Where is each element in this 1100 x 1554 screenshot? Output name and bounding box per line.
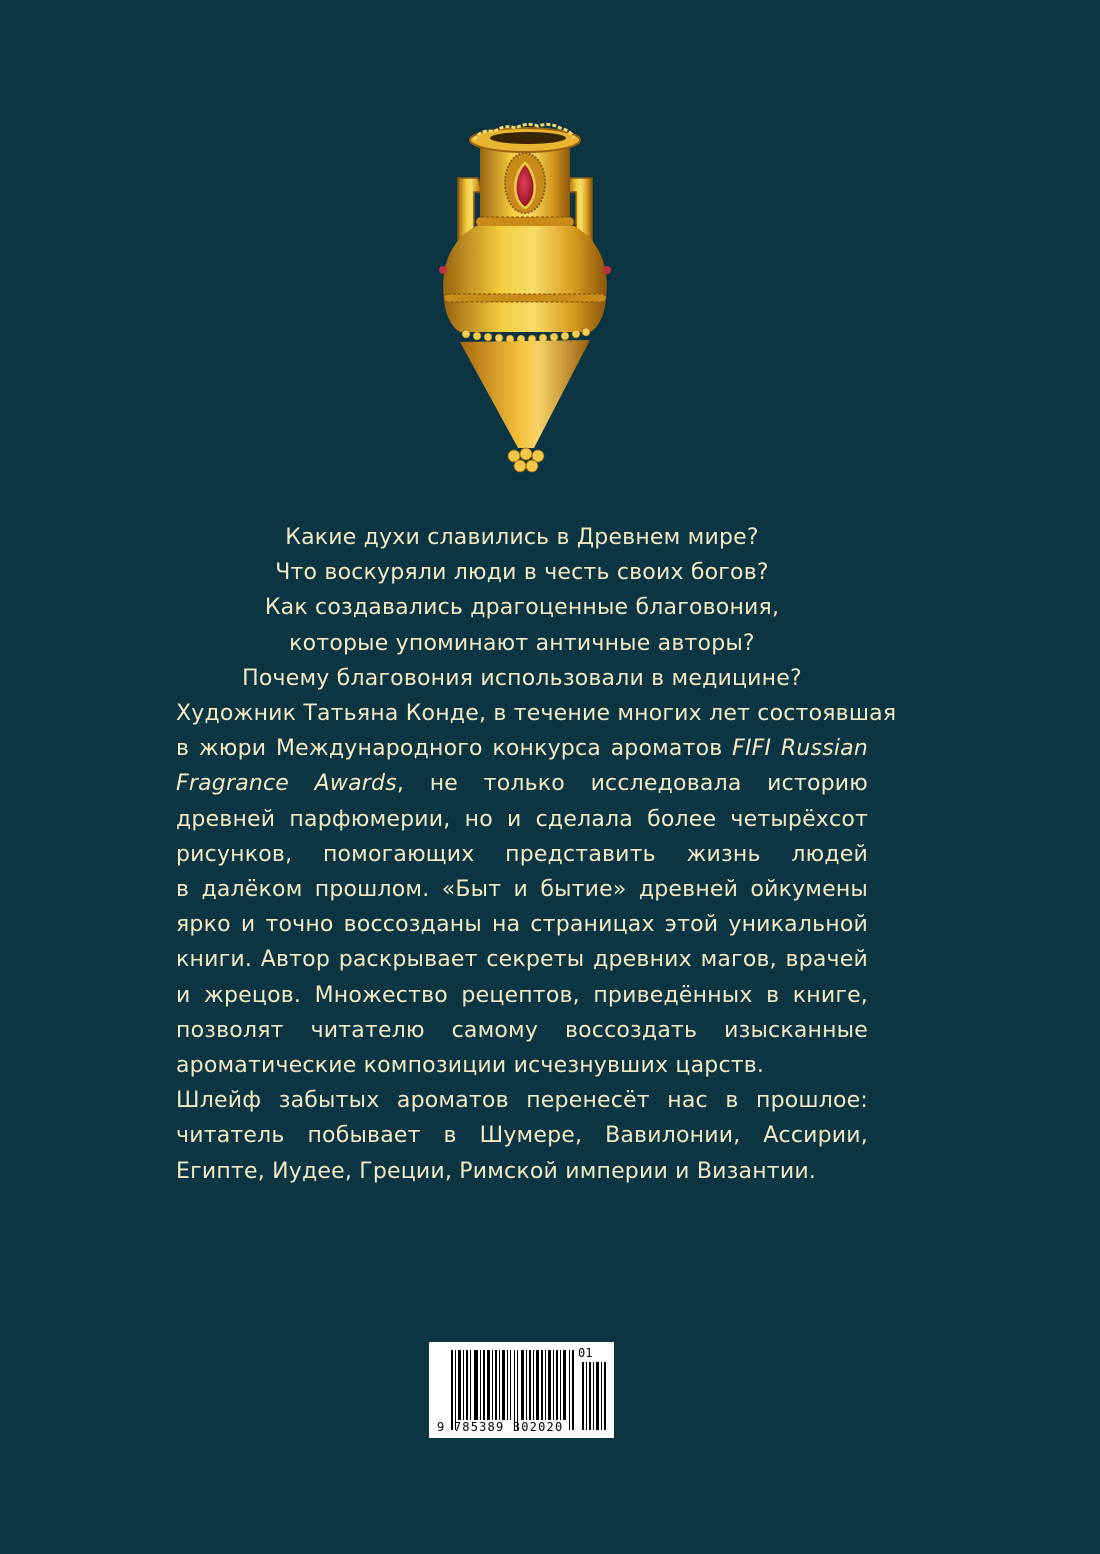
description-line: Шлейф забытых ароматов перенесёт нас в прошлое: [176, 1088, 868, 1114]
question-line: которые упоминают античные авторы? [289, 630, 755, 656]
description-line: позволят читателю самому воссоздать изысканные [176, 1017, 868, 1043]
question-line: Как создавались драгоценные благовония, [264, 595, 780, 621]
description-line: в жюри Международного конкурса ароматов FIFI Russian [176, 736, 869, 762]
isbn-barcode [429, 1342, 614, 1438]
description-paragraph [176, 696, 897, 1189]
description-line: Египте, Иудее, Греции, Римской империи и Византии. [176, 1158, 817, 1184]
description-line: в далёком прошлом. «Быт и бытие» древней ойкумены [176, 877, 868, 903]
description-line: древней парфюмерии, но и сделала более четырёхсот [176, 806, 868, 832]
award-name: FIFI Russian [732, 736, 869, 762]
description-line: Художник Татьяна Конде, в течение многих лет состоявшая [176, 701, 897, 727]
description-line: читатель побывает в Шумере, Вавилонии, Ассирии, [176, 1123, 868, 1149]
question-line: Почему благовония использовали в медицине? [242, 665, 802, 691]
description-line: и жрецов. Множество рецептов, приведённых в книге, [176, 982, 868, 1008]
description-line: ароматические композиции исчезнувших царств. [176, 1053, 765, 1079]
description-line: Fragrance Awards, не только исследовала историю [176, 771, 868, 797]
description-line: книги. Автор раскрывает секреты древних магов, врачей [176, 947, 868, 973]
description-line: рисунков, помогающих представить жизнь людей [176, 841, 868, 867]
description-line: ярко и точно воссозданы на страницах этой уникальной [176, 912, 868, 938]
question-line: Какие духи славились в Древнем мире? [285, 525, 759, 550]
barcode-addon: 01 [578, 1346, 593, 1360]
blurb-text [176, 520, 897, 1189]
question-line: Что воскуряли люди в честь своих богов? [275, 560, 769, 586]
isbn-digits: 9 785389 302020 [437, 1420, 564, 1434]
award-name: Fragrance Awards [176, 771, 397, 797]
golden-amphora-illustration [430, 118, 620, 488]
